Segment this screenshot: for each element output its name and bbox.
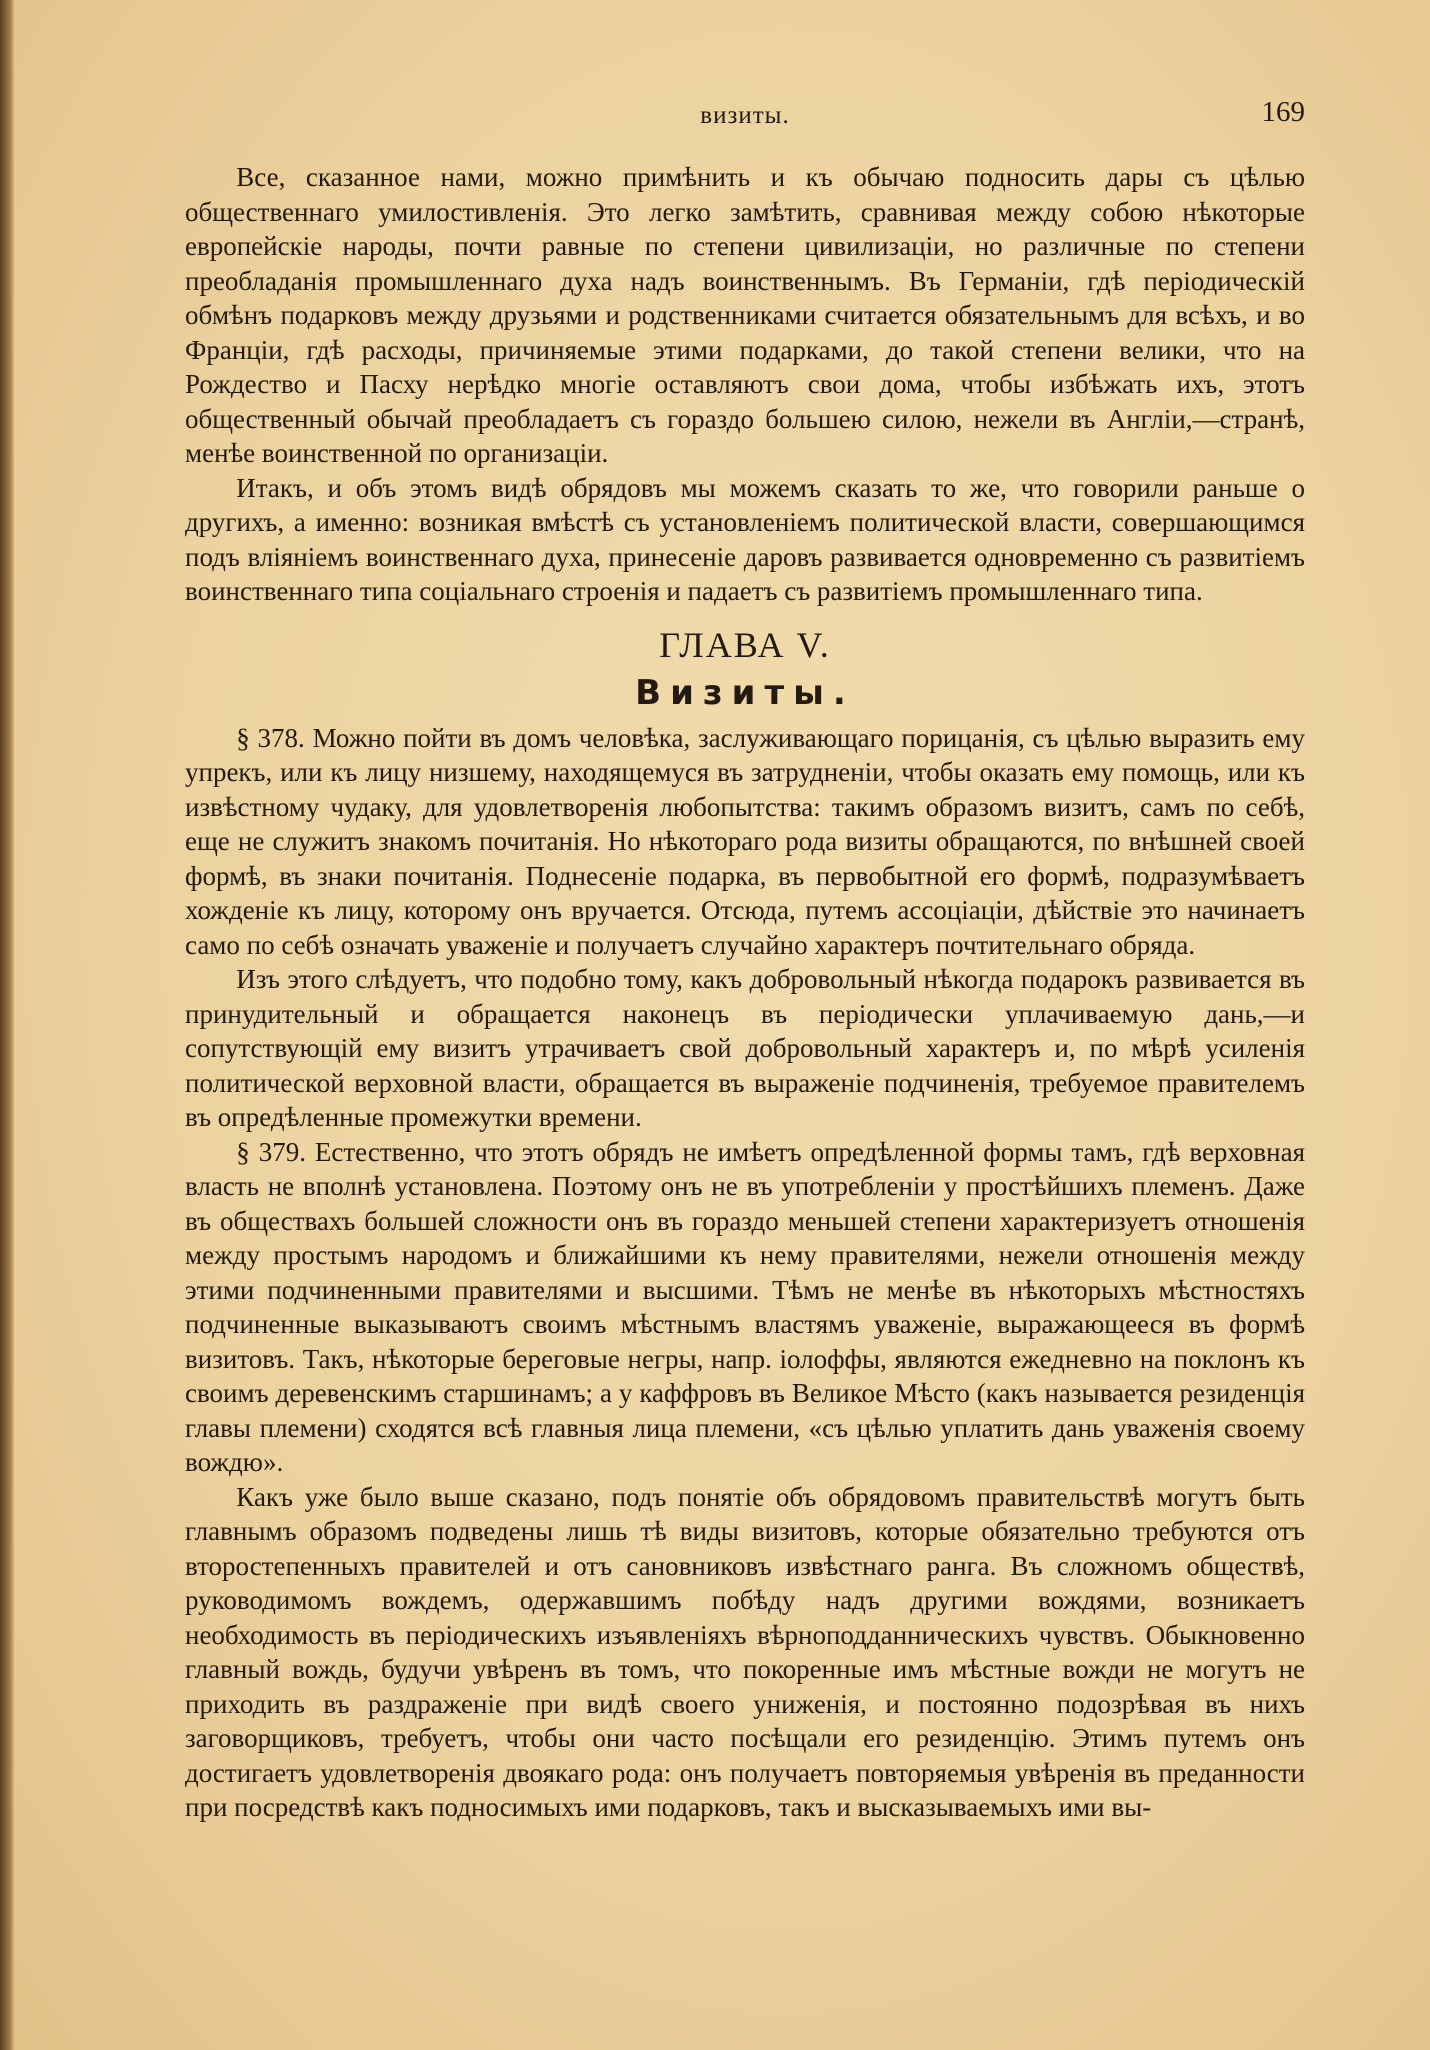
section-title: Визиты. — [635, 672, 855, 713]
paragraph-gifts-conclusion: Все, сказанное нами, можно примѣнить и къ обычаю подносить дары съ цѣлью общественнаго умилостивленія. Это легко замѣтить, сравнивая между собою нѣкоторые европейскіе народы, почти равные по степени цивилизаціи, но различные по степени преобладанія промышленнаго духа надъ воинственнымъ. Въ Германіи, гдѣ періодическій обмѣнъ подарковъ между друзьями и родственниками считается обязательнымъ для всѣхъ, и во Франціи, гдѣ расходы, причиняемые этими подарками, до такой степени велики, что на Рождество и Пасху нерѣдко многіе оставляютъ свои дома, чтобы избѣжать ихъ, этотъ общественный обычай преобладаетъ съ гораздо большею силою, нежели въ Англіи,—странѣ, менѣе воинственной по организаціи. — [185, 162, 1305, 468]
paragraph-378: § 378. Можно пойти въ домъ человѣка, заслуживающаго порицанія, съ цѣлью выразить ему упрекъ, или къ лицу низшему, находящемуся въ затрудненіи, чтобы оказать ему помощь, или къ извѣстному чудаку, для удовлетворенія любопытства: такимъ образомъ визитъ, самъ по себѣ, еще не служитъ знакомъ почитанія. Но нѣкотораго рода визиты обращаются, по внѣшней своей формѣ, въ знаки почитанія. Поднесеніе подарка, въ первобытной его формѣ, подразумѣваетъ хожденіе къ лицу, которому онъ вручается. Отсюда, путемъ ассоціаціи, дѣйствіе это начинаетъ само по себѣ означать уваженіе и получаетъ случайно характеръ почтительнаго обряда. — [185, 722, 1305, 960]
paragraph-378-continued: Изъ этого слѣдуетъ, что подобно тому, какъ добровольный нѣкогда подарокъ развивается въ принудительный и обращается наконецъ въ періодически уплачиваемую дань,—и сопутствующій ему визитъ утрачиваетъ свой добровольный характеръ и, по мѣрѣ усиленія политической верховной власти, обращается въ выраженіе подчиненія, требуемое правителемъ въ опредѣленные промежутки времени. — [185, 964, 1305, 1132]
running-header — [185, 96, 1305, 136]
paragraph-gifts-summary: Итакъ, и объ этомъ видѣ обрядовъ мы можемъ сказать то же, что говорили раньше о другихъ, а именно: возникая вмѣстѣ съ установленіемъ политической власти, совершающимся подъ вліяніемъ воинственнаго духа, принесеніе даровъ развивается одновременно съ развитіемъ воинственнаго типа соціальнаго строенія и падаетъ съ развитіемъ промышленнаго типа. — [185, 472, 1305, 606]
page-number: 169 — [1261, 96, 1305, 128]
chapter-heading: ГЛАВА V. — [659, 624, 831, 665]
paragraph-379: § 379. Естественно, что этотъ обрядъ не имѣетъ опредѣленной формы тамъ, гдѣ верховная власть не вполнѣ установлена. Поэтому онъ не въ употребленіи у простѣйшихъ племенъ. Даже въ обществахъ большей сложности онъ въ гораздо меньшей степени характеризуетъ отношенія между простымъ народомъ и ближайшими къ нему правителями, нежели отношенія между этими подчиненными правителями и высшими. Тѣмъ не менѣе въ нѣкоторыхъ мѣстностяхъ подчиненные выказываютъ своимъ мѣстнымъ властямъ уваженіе, выражающееся въ формѣ визитовъ. Такъ, нѣкоторые береговые негры, напр. іолоффы, являются ежедневно на поклонъ къ своимъ деревенскимъ старшинамъ; а у каффровъ въ Великое Мѣсто (какъ называется резиденція главы племени) сходятся всѣ главныя лица племени, «съ цѣлью уплатить дань уваженія своему вождю». — [185, 1136, 1305, 1477]
paragraph-379-continued: Какъ уже было выше сказано, подъ понятіе объ обрядовомъ правительствѣ могутъ быть главнымъ образомъ подведены лишь тѣ виды визитовъ, которые обязательно требуются отъ второстепенныхъ правителей и отъ сановниковъ извѣстнаго ранга. Въ сложномъ обществѣ, руководимомъ вождемъ, одержавшимъ побѣду надъ другими вождями, возникаетъ необходимость въ періодическихъ изъявленіяхъ вѣрноподданническихъ чувствъ. Обыкновенно главный вождь, будучи увѣренъ въ томъ, что покоренные имъ мѣстные вожди не могутъ не приходить въ раздраженіе при видѣ своего униженія, и постоянно подозрѣвая въ нихъ заговорщиковъ, требуетъ, чтобы они часто посѣщали его резиденцію. Этимъ путемъ онъ достигаетъ удовлетворенія двоякаго рода: онъ получаетъ повторяемыя увѣренія въ преданности при посредствѣ какъ подносимыхъ ими подарковъ, такъ и высказываемыхъ ими вы- — [185, 1481, 1305, 1822]
running-header-title: визиты. — [700, 102, 790, 129]
page-body — [185, 160, 1305, 1825]
book-spine-edge — [0, 0, 14, 2050]
